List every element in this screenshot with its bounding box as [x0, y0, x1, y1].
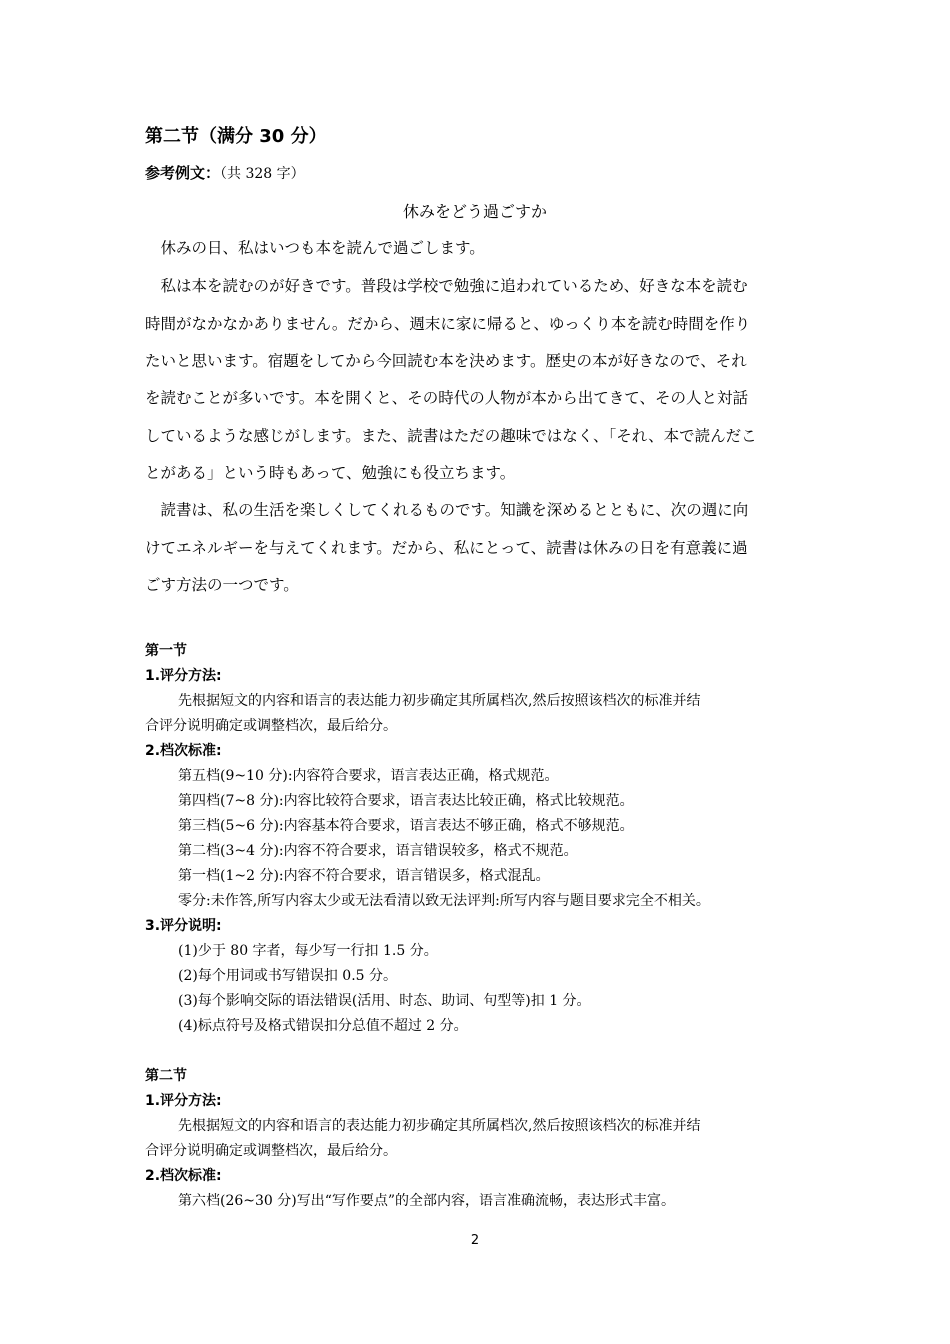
section-1-grade-item: 第一档(1~2 分):内容不符合要求，语言错误多，格式混乱。: [178, 868, 550, 884]
section-1-title: 第一节: [145, 643, 187, 659]
section-2-grade-item: 第六档(26~30 分)写出“写作要点”的全部内容，语言准确流畅，表达形式丰富。: [178, 1193, 676, 1209]
essay-line: しているような感じがします。また、読書はただの趣味ではなく、「それ、本で読んだこ: [145, 427, 757, 445]
section-1-note-item: (4)标点符号及格式错误扣分总值不超过 2 分。: [178, 1018, 468, 1034]
section-1-method-line: 先根据短文的内容和语言的表达能力初步确定其所属档次,然后按照该档次的标准并结: [178, 693, 701, 709]
reference-label-row: [145, 162, 305, 183]
essay-line: 私は本を読むのが好きです。普段は学校で勉強に追われているため、好きな本を読む: [145, 277, 748, 295]
section-1-grade-item: 零分:未作答,所写内容太少或无法看清以致无法评判:所写内容与题目要求完全不相关。: [178, 893, 710, 909]
essay-line: 読書は、私の生活を楽しくしてくれるものです。知識を深めるとともに、次の週に向: [145, 501, 749, 519]
section-2-method-title: 1.评分方法:: [145, 1093, 222, 1109]
section-1-grades-title: 2.档次标准:: [145, 743, 222, 759]
section-1-note-item: (3)每个影响交际的语法错误(活用、时态、助词、句型等)扣 1 分。: [178, 993, 591, 1009]
section-2-grades-title: 2.档次标准:: [145, 1168, 222, 1184]
reference-word-count: （共 328 字）: [220, 166, 305, 182]
essay-line: たいと思います。宿題をしてから今回読む本を決めます。歴史の本が好きなので、それ: [145, 352, 747, 370]
essay-line: けてエネルギーを与えてくれます。だから、私にとって、読書は休みの日を有意義に過: [145, 539, 748, 557]
reference-label: 参考例文：: [145, 164, 221, 182]
section-1-grade-item: 第五档(9~10 分):内容符合要求，语言表达正确，格式规范。: [178, 768, 559, 784]
section-1-grade-item: 第二档(3~4 分):内容不符合要求，语言错误较多，格式不规范。: [178, 843, 578, 859]
section-heading: 第二节（满分 30 分）: [145, 126, 327, 147]
page-number: 2: [470, 1233, 480, 1248]
essay-line: とがある」という時もあって、勉強にも役立ちます。: [145, 464, 516, 482]
section-1-grade-item: 第四档(7~8 分):内容比较符合要求，语言表达比较正确，格式比较规范。: [178, 793, 634, 809]
section-1-grade-item: 第三档(5~6 分):内容基本符合要求，语言表达不够正确，格式不够规范。: [178, 818, 634, 834]
section-1-method-line: 合评分说明确定或调整档次，最后给分。: [145, 718, 397, 734]
essay-line: を読むことが多いです。本を開くと、その時代の人物が本から出てきて、その人と対話: [145, 389, 748, 407]
section-2-method-line: 合评分说明确定或调整档次，最后给分。: [145, 1143, 397, 1159]
essay-line: 休みの日、私はいつも本を読んで過ごします。: [145, 239, 485, 257]
section-1-method-title: 1.评分方法:: [145, 668, 222, 684]
essay-line: ごす方法の一つです。: [145, 576, 299, 594]
section-1-note-item: (1)少于 80 字者，每少写一行扣 1.5 分。: [178, 943, 438, 959]
section-2-title: 第二节: [145, 1068, 187, 1084]
section-2-method-line: 先根据短文的内容和语言的表达能力初步确定其所属档次,然后按照该档次的标准并结: [178, 1118, 701, 1134]
section-1-notes-title: 3.评分说明:: [145, 918, 222, 934]
section-1-note-item: (2)每个用词或书写错误扣 0.5 分。: [178, 968, 397, 984]
essay-line: 時間がなかなかありません。だから、週末に家に帰ると、ゆっくり本を読む時間を作り: [145, 315, 751, 333]
essay-title: 休みをどう過ごすか: [402, 202, 547, 221]
